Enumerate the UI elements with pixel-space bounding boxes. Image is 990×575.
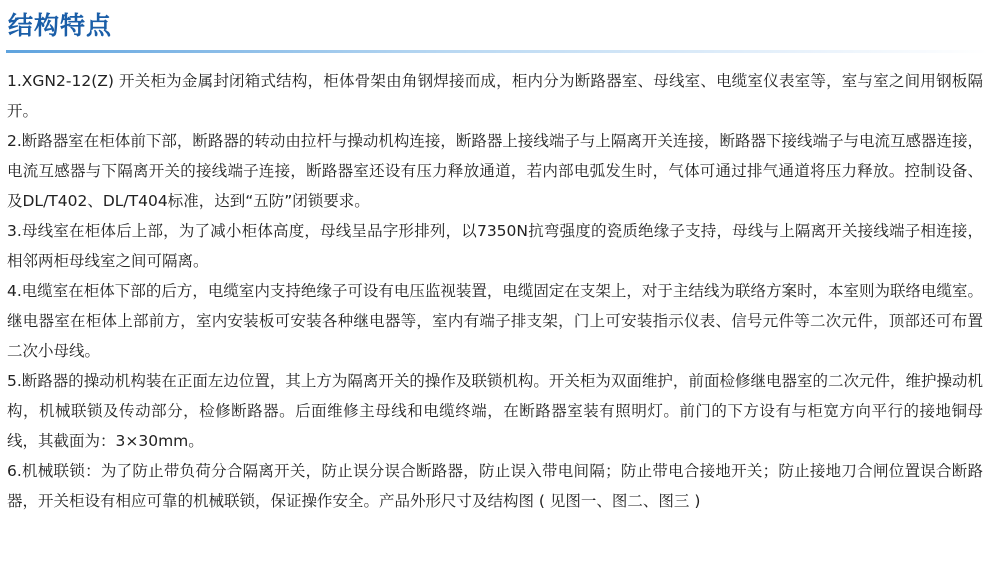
feature-paragraph: 5.断路器的操动机构装在正面左边位置，其上方为隔离开关的操作及联锁机构。开关柜为双面维护，前面检修继电器室的二次元件，维护操动机构，机械联锁及传动部分，检修断路器。后面维修主母线和电缆终端，在断路器室装有照明灯。前门的下方设有与柜宽方向平行的接地铜母线，其截面为：3×30mm。: [7, 372, 983, 450]
title-divider: [6, 50, 988, 53]
section-header: [0, 0, 990, 56]
feature-paragraph: 6.机械联锁：为了防止带负荷分合隔离开关，防止误分误合断路器，防止误入带电间隔；防止带电合接地开关；防止接地刀合闸位置误合断路器，开关柜设有相应可靠的机械联锁，保证操作安全。产品外形尺寸及结构图 ( 见图一、图二、图三 ): [7, 462, 983, 510]
feature-paragraph: 2.断路器室在柜体前下部，断路器的转动由拉杆与操动机构连接，断路器上接线端子与上隔离开关连接，断路器下接线端子与电流互感器连接，电流互感器与下隔离开关的接线端子连接，断路器室还设有压力释放通道，若内部电弧发生时，气体可通过排气通道将压力释放。控制设备、及DL/T402、DL/T404标准，达到“五防”闭锁要求。: [7, 132, 983, 210]
section-title: 结构特点: [8, 11, 113, 40]
feature-paragraph: 3.母线室在柜体后上部，为了减小柜体高度，母线呈品字形排列，以7350N抗弯强度的瓷质绝缘子支持，母线与上隔离开关接线端子相连接，相邻两柜母线室之间可隔离。: [7, 222, 983, 270]
feature-paragraph: 4.电缆室在柜体下部的后方，电缆室内支持绝缘子可设有电压监视装置，电缆固定在支架上，对于主结线为联络方案时，本室则为联络电缆室。继电器室在柜体上部前方，室内安装板可安装各种继电器等，室内有端子排支架，门上可安装指示仪表、信号元件等二次元件，顶部还可布置二次小母线。: [7, 282, 983, 360]
feature-list: [7, 66, 983, 516]
feature-paragraph: 1.XGN2-12(Z) 开关柜为金属封闭箱式结构，柜体骨架由角钢焊接而成，柜内分为断路器室、母线室、电缆室仪表室等，室与室之间用钢板隔开。: [7, 72, 983, 120]
